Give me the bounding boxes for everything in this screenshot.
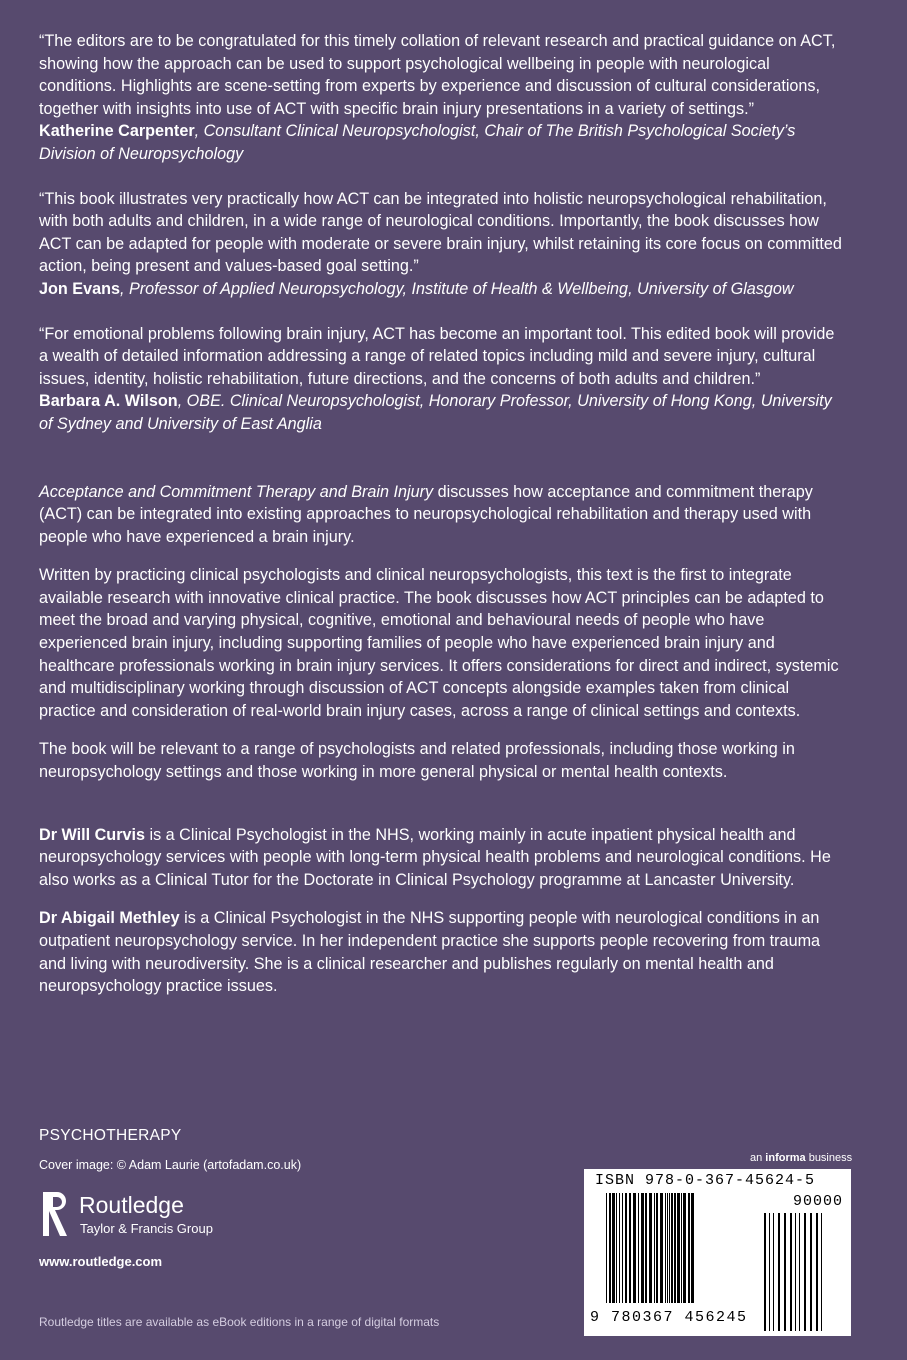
description-paragraph-2: Written by practicing clinical psychologists and clinical neuropsychologists, this text is the first to integrate available research with innovative clinical practice. The book discusses how ACT principles can be adapted to meet the broad and varying physical, cognitive, emotional and behavioural needs of people who have experienced brain injury, including supporting families of people who have experienced brain injury and healthcare professionals working in brain injury services. It offers considerations for direct and indirect, systemic and multidisciplinary working through discussion of ACT concepts alongside examples taken from clinical practice and consideration of real-world brain injury cases, across a range of clinical settings and contexts. (39, 566, 839, 720)
testimonial-role: , Professor of Applied Neuropsychology, Institute of Health & Wellbeing, University of Glasgow (119, 279, 794, 298)
testimonial-author: Jon Evans (39, 279, 120, 298)
barcode-bar (633, 1193, 636, 1303)
barcode-bar (681, 1193, 682, 1303)
publisher-website[interactable]: www.routledge.com (39, 1254, 163, 1269)
barcode-bar (629, 1193, 631, 1303)
barcode-bar (606, 1193, 607, 1303)
price-addon-code: 90000 (792, 1193, 843, 1210)
barcode-bar (638, 1193, 639, 1303)
description-paragraph-3: The book will be relevant to a range of psychologists and related professionals, including those working in neuropsychology settings and those working in more general physical or mental health contexts. (39, 740, 795, 782)
testimonial-author: Katherine Carpenter (39, 122, 195, 141)
barcode-bar (616, 1193, 617, 1303)
addon-bar (816, 1213, 818, 1331)
description-paragraph-1: Acceptance and Commitment Therapy and Brain Injury discusses how acceptance and commitment therapy (ACT) can be integrated into existing approaches to neuropsychological rehabilitation and therapy used with people who have experienced a brain injury. (39, 482, 813, 546)
barcode-bar (612, 1193, 615, 1303)
addon-bar (773, 1213, 774, 1331)
barcode-bar (669, 1193, 670, 1303)
addon-bar (795, 1213, 796, 1331)
barcode-bar (665, 1193, 666, 1303)
barcode-bar (688, 1193, 690, 1303)
testimonial-text: “This book illustrates very practically how ACT can be integrated into holistic neuropsychological rehabilitation, with both adults and children, in a wide range of neurological conditions. Importantly, the book discusses how ACT can be adapted for people with moderate or severe brain injury, whilst retaining its core focus on committed action, being present and values-based goal setting.” (39, 189, 842, 276)
bio-will-curvis: Dr Will Curvis is a Clinical Psychologist in the NHS, working mainly in acute inpatient physical health and neuropsychology services with people with long-term physical health problems and neurological conditions. He also works as a Clinical Tutor for the Doctorate in Clinical Psychology programme at Lancaster University. (39, 825, 831, 889)
barcode-bar (656, 1193, 658, 1303)
barcode-bar (674, 1193, 676, 1303)
testimonial-author: Barbara A. Wilson (39, 392, 178, 411)
barcode-bar (649, 1193, 652, 1303)
book-description (39, 481, 847, 784)
book-title: Acceptance and Commitment Therapy and Brain Injury (39, 482, 434, 501)
barcode-bar (641, 1193, 644, 1303)
addon-bar (769, 1213, 770, 1331)
barcode-bar (691, 1193, 694, 1303)
addon-bar (804, 1213, 806, 1331)
barcode-bar (683, 1193, 686, 1303)
addon-bar (810, 1213, 812, 1331)
addon-bar (778, 1213, 780, 1331)
barcode-bar (625, 1193, 627, 1303)
testimonial-text: “For emotional problems following brain injury, ACT has become an important tool. This edited book will provide a wealth of detailed information addressing a range of related topics including mild and severe injury, cultural issues, identity, holistic rehabilitation, future directions, and the concerns of both adults and children.” (39, 324, 835, 388)
testimonial-text: “The editors are to be congratulated for this timely collation of relevant research and practical guidance on ACT, showing how the approach can be used to support psychological wellbeing in people with neurological conditions. Highlights are scene-setting from experts by experience and discussion of cultural considerations, together with insights into use of ACT with specific brain injury presentations in a variety of settings.” (39, 32, 836, 118)
isbn-barcode (584, 1169, 851, 1336)
isbn-label: ISBN 978-0-367-45624-5 (595, 1172, 816, 1189)
barcode-bar (645, 1193, 647, 1303)
testimonial-role: , OBE. Clinical Neuropsychologist, Honorary Professor, University of Hong Kong, University of Sydney and University of East Anglia (39, 392, 832, 433)
ebook-note: Routledge titles are available as eBook editions in a range of digital formats (39, 1315, 440, 1329)
barcode-bar (667, 1193, 668, 1303)
addon-bar (764, 1213, 766, 1331)
barcode-bar (619, 1193, 620, 1303)
editor-bios (39, 824, 847, 998)
routledge-r-icon (39, 1190, 69, 1240)
publisher-name: Routledge (79, 1192, 184, 1218)
barcode-bar (622, 1193, 623, 1303)
barcode-bar (671, 1193, 673, 1303)
bio-abigail-methley: Dr Abigail Methley is a Clinical Psychologist in the NHS supporting people with neurological conditions in an outpatient neuropsychology service. In her independent practice she supports people recovering from trauma and living with neurodiversity. She is a clinical researcher and publishes regularly on mental health and neuropsychology practice issues. (39, 909, 821, 996)
ean-digits: 9 780367 456245 (590, 1309, 748, 1326)
barcode-bar (660, 1193, 663, 1303)
cover-credit: Cover image: © Adam Laurie (artofadam.co.uk) (39, 1158, 302, 1172)
addon-bar (784, 1213, 786, 1331)
publisher-group: Taylor & Francis Group (80, 1221, 213, 1236)
informa-tagline: an informa business (750, 1152, 853, 1164)
subject-category: PSYCHOTHERAPY (39, 1127, 182, 1144)
barcode-bar (609, 1193, 611, 1303)
bio-name: Dr Will Curvis (39, 825, 145, 844)
addon-bar (799, 1213, 800, 1331)
bio-name: Dr Abigail Methley (39, 909, 180, 928)
addon-bar (790, 1213, 792, 1331)
testimonial-1 (39, 30, 847, 166)
barcode-bar (654, 1193, 655, 1303)
addon-bar (821, 1213, 822, 1331)
testimonial-3 (39, 323, 847, 436)
routledge-logo (39, 1190, 279, 1240)
barcode-bar (677, 1193, 680, 1303)
back-cover-text (39, 30, 847, 1014)
testimonial-role: , Consultant Clinical Neuropsychologist, Chair of The British Psychological Society’s Division of Neuropsychology (39, 122, 796, 163)
testimonial-2 (39, 188, 847, 301)
